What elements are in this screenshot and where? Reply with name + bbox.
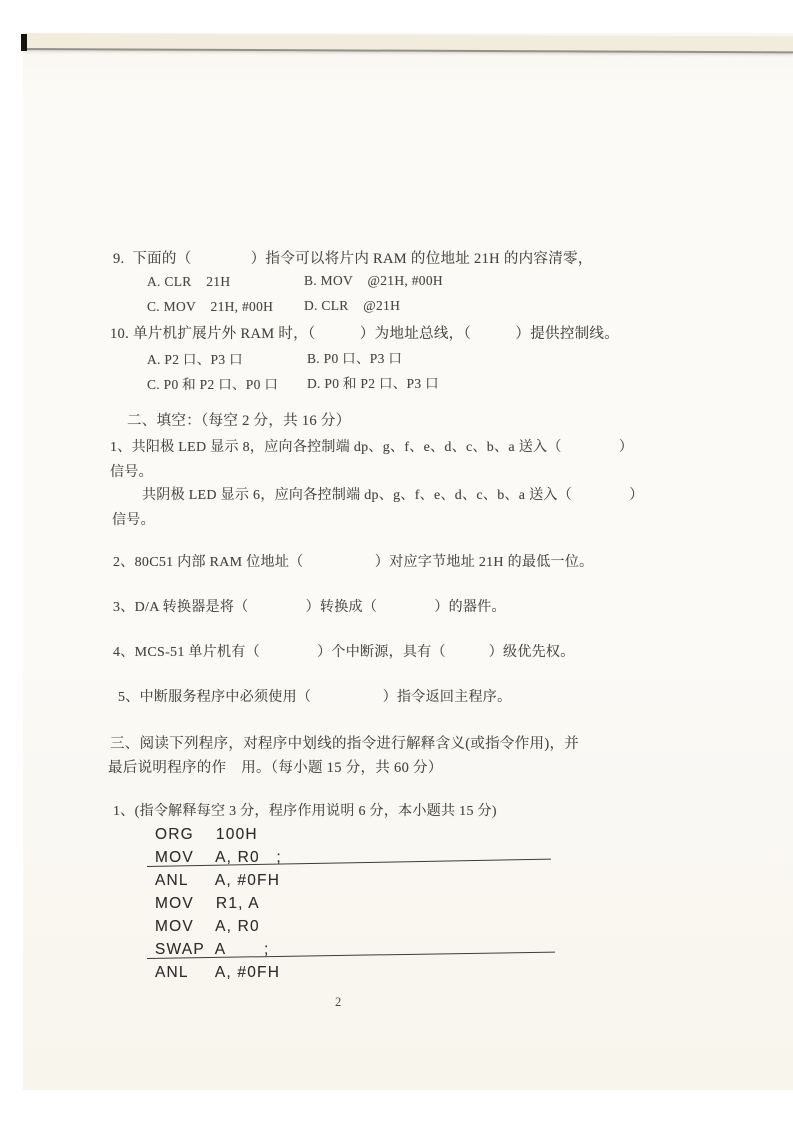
fill-line-2: 信号。 xyxy=(110,465,153,480)
fill-question-4: 4、MCS-51 单片机有（ ）个中断源，具有（ ）级优先权。 xyxy=(113,645,575,660)
question-10-option-a: A. P2 口、P3 口 xyxy=(147,352,243,367)
scan-corner-mark xyxy=(21,34,27,51)
code-line-org: ORG 100H xyxy=(155,826,258,843)
code-line-swap-a: SWAP A ; xyxy=(155,941,270,958)
code-line-anl-1: ANL A, #0FH xyxy=(155,872,281,889)
page-number: 2 xyxy=(335,995,342,1009)
fill-question-3: 3、D/A 转换器是将（ ）转换成（ ）的器件。 xyxy=(113,600,506,615)
question-10-option-d: D. P0 和 P2 口、P3 口 xyxy=(307,376,439,391)
paper-top-edge xyxy=(23,33,793,53)
question-9-stem: 9. 下面的（ ）指令可以将片内 RAM 的位地址 21H 的内容清零， xyxy=(113,251,593,267)
code-line-mov-a-r0: MOV A, R0 ; xyxy=(155,849,282,866)
fill-question-2: 2、80C51 内部 RAM 位地址（ ）对应字节地址 21H 的最低一位。 xyxy=(113,555,594,570)
question-9-option-c: C. MOV 21H, #00H xyxy=(147,299,274,314)
fill-question-5: 5、中断服务程序中必须使用（ ）指令返回主程序。 xyxy=(118,690,512,705)
code-line-anl-2: ANL A, #0FH xyxy=(155,964,281,981)
question-10-option-c: C. P0 和 P2 口、P0 口 xyxy=(147,377,279,392)
question-9-option-a: A. CLR 21H xyxy=(147,274,231,289)
section-3-header-line2: 最后说明程序的作 用。（每小题 15 分，共 60 分） xyxy=(108,760,443,776)
code-line-mov-r1-a: MOV R1, A xyxy=(155,895,260,912)
section-3-subquestion-1: 1、(指令解释每空 3 分，程序作用说明 6 分，本小题共 15 分) xyxy=(113,804,497,819)
section-2-header: 二、填空：（每空 2 分，共 16 分） xyxy=(127,413,351,429)
question-9-option-b: B. MOV @21H, #00H xyxy=(304,273,443,288)
question-9-option-d: D. CLR @21H xyxy=(304,298,401,313)
section-3-header-line1: 三、阅读下列程序，对程序中划线的指令进行解释含义(或指令作用)，并 xyxy=(110,736,580,752)
fill-line-1: 1、共阳极 LED 显示 8，应向各控制端 dp、g、f、e、d、c、b、a 送入（ ） xyxy=(110,440,634,455)
fill-line-3: 共阴极 LED 显示 6，应向各控制端 dp、g、f、e、d、c、b、a 送入（ ） xyxy=(142,488,644,503)
code-line-mov-a-r0-2: MOV A, R0 xyxy=(155,918,260,935)
fill-line-4: 信号。 xyxy=(112,513,155,528)
question-10-option-b: B. P0 口、P3 口 xyxy=(307,351,403,366)
question-10-stem: 10. 单片机扩展片外 RAM 时，（ ）为地址总线，（ ）提供控制线。 xyxy=(110,326,620,342)
